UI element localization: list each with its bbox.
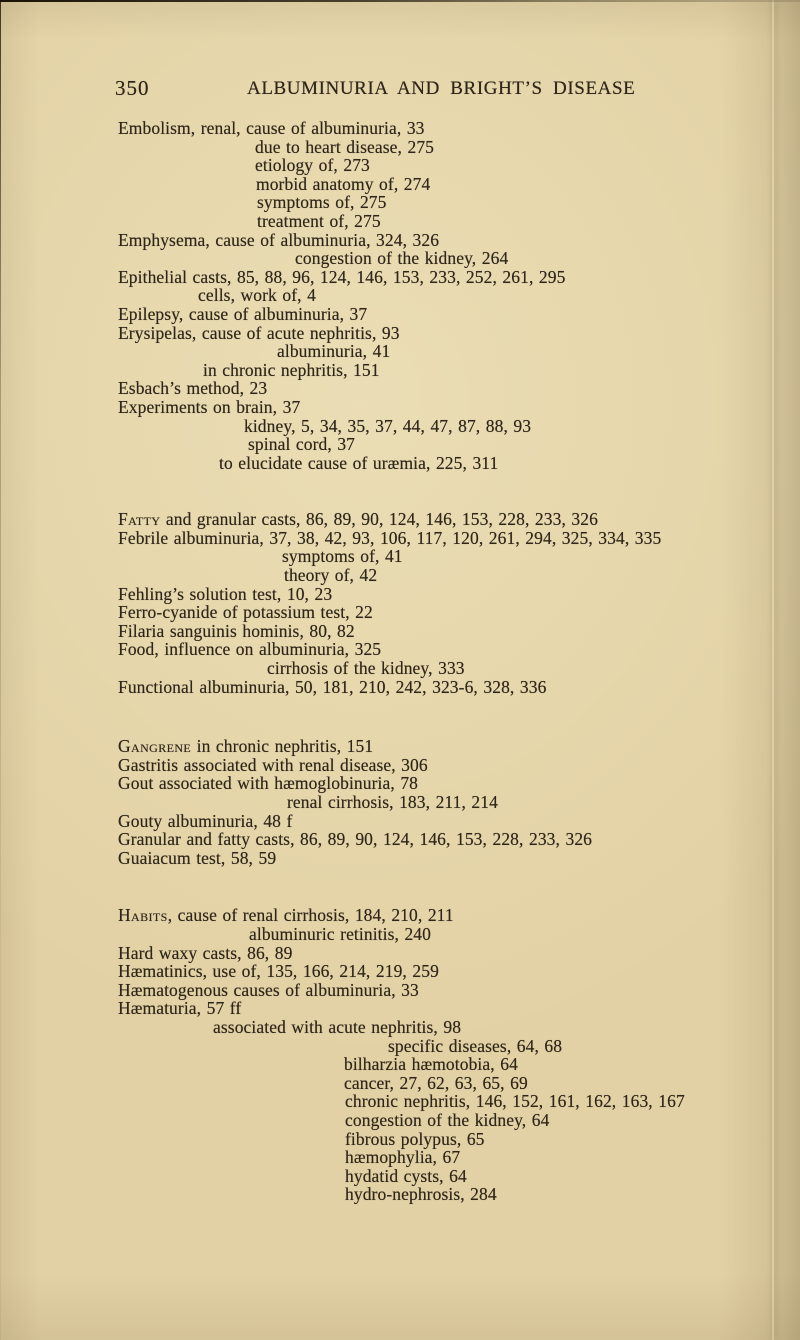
index-entry: Granular and fatty casts, 86, 89, 90, 124, 146, 153, 228, 233, 326	[118, 829, 593, 850]
index-entry: cancer, 27, 62, 63, 65, 69	[344, 1072, 528, 1093]
index-entry: congestion of the kidney, 264	[295, 248, 509, 269]
index-entry: Guaiacum test, 58, 59	[118, 847, 277, 868]
running-title: ALBUMINURIA AND BRIGHT’S DISEASE	[247, 78, 636, 99]
index-entry: Embolism, renal, cause of albuminuria, 33	[118, 118, 425, 138]
index-entry: associated with acute nephritis, 98	[213, 1016, 462, 1037]
index-entry: theory of, 42	[284, 565, 378, 586]
index-entry: bilharzia hæmotobia, 64	[344, 1054, 518, 1075]
page-curl-crease	[772, 0, 774, 1340]
index-entry-smallcaps-lead: Habits	[118, 905, 168, 926]
index-entry: Epithelial casts, 85, 88, 96, 124, 146, 153, 233, 252, 261, 295	[118, 266, 566, 287]
index-entry: cells, work of, 4	[198, 285, 316, 306]
index-entry: fibrous polypus, 65	[345, 1128, 485, 1149]
index-entry: Gangrene in chronic nephritis, 151	[118, 736, 374, 757]
index-entry: hydatid cysts, 64	[345, 1165, 467, 1186]
index-entry: Epilepsy, cause of albuminuria, 37	[118, 303, 368, 324]
index-entry: congestion of the kidney, 64	[345, 1109, 550, 1130]
index-entry: renal cirrhosis, 183, 211, 214	[287, 792, 498, 812]
index-entry: to elucidate cause of uræmia, 225, 311	[219, 452, 499, 473]
index-entry: Hæmaturia, 57 ff	[118, 998, 242, 1019]
index-entry: Hæmatinics, use of, 135, 166, 214, 219, 259	[118, 961, 439, 982]
index-entry: in chronic nephritis, 151	[203, 359, 380, 380]
page-number: 350	[115, 76, 150, 100]
index-entry: Fatty and granular casts, 86, 89, 90, 124, 146, 153, 228, 233, 326	[118, 509, 598, 530]
index-entry: Gout associated with hæmoglobinuria, 78	[118, 773, 419, 794]
index-entry: albuminuric retinitis, 240	[249, 923, 432, 944]
index-entry: Habits, cause of renal cirrhosis, 184, 210, 211	[118, 905, 454, 926]
index-entry: cirrhosis of the kidney, 333	[267, 658, 465, 679]
index-entry: chronic nephritis, 146, 152, 161, 162, 163, 167	[345, 1091, 685, 1112]
index-entry: Experiments on brain, 37	[118, 396, 301, 417]
index-entry: morbid anatomy of, 274	[256, 173, 431, 194]
page-header	[0, 76, 800, 102]
index-entry: symptoms of, 275	[257, 192, 387, 213]
index-entry-smallcaps-lead: Gangrene	[118, 736, 192, 757]
index-entry: Ferro-cyanide of potassium test, 22	[118, 602, 373, 623]
index-list	[0, 119, 800, 1204]
index-entry: Esbach’s method, 23	[118, 378, 268, 399]
index-entry: Filaria sanguinis hominis, 80, 82	[118, 620, 355, 641]
index-entry: etiology of, 273	[255, 155, 370, 176]
index-entry: symptoms of, 41	[282, 546, 403, 567]
index-entry: Emphysema, cause of albuminuria, 324, 326	[118, 229, 440, 250]
index-entry: Hæmatogenous causes of albuminuria, 33	[118, 979, 419, 1000]
index-entry: Hard waxy casts, 86, 89	[118, 942, 293, 963]
index-entry: spinal cord, 37	[248, 434, 356, 455]
index-entry: Erysipelas, cause of acute nephritis, 93	[118, 322, 400, 343]
index-entry: treatment of, 275	[257, 210, 381, 231]
index-entry: Gastritis associated with renal disease, 306	[118, 754, 428, 775]
index-entry-smallcaps-lead: Fatty	[118, 509, 161, 530]
index-entry: Gouty albuminuria, 48 f	[118, 810, 293, 831]
index-entry: Febrile albuminuria, 37, 38, 42, 93, 106, 117, 120, 261, 294, 325, 334, 335	[118, 527, 662, 548]
index-entry: kidney, 5, 34, 35, 37, 44, 47, 87, 88, 93	[244, 415, 532, 436]
index-entry: hæmophylia, 67	[345, 1147, 461, 1168]
index-entry: Fehling’s solution test, 10, 23	[118, 583, 333, 604]
index-entry: due to heart disease, 275	[255, 136, 435, 157]
index-entry: Food, influence on albuminuria, 325	[118, 639, 382, 660]
index-entry: specific diseases, 64, 68	[388, 1035, 563, 1056]
index-entry: albuminuria, 41	[277, 341, 391, 362]
index-entry: hydro-nephrosis, 284	[345, 1184, 497, 1205]
index-entry: Functional albuminuria, 50, 181, 210, 242, 323-6, 328, 336	[118, 676, 547, 697]
